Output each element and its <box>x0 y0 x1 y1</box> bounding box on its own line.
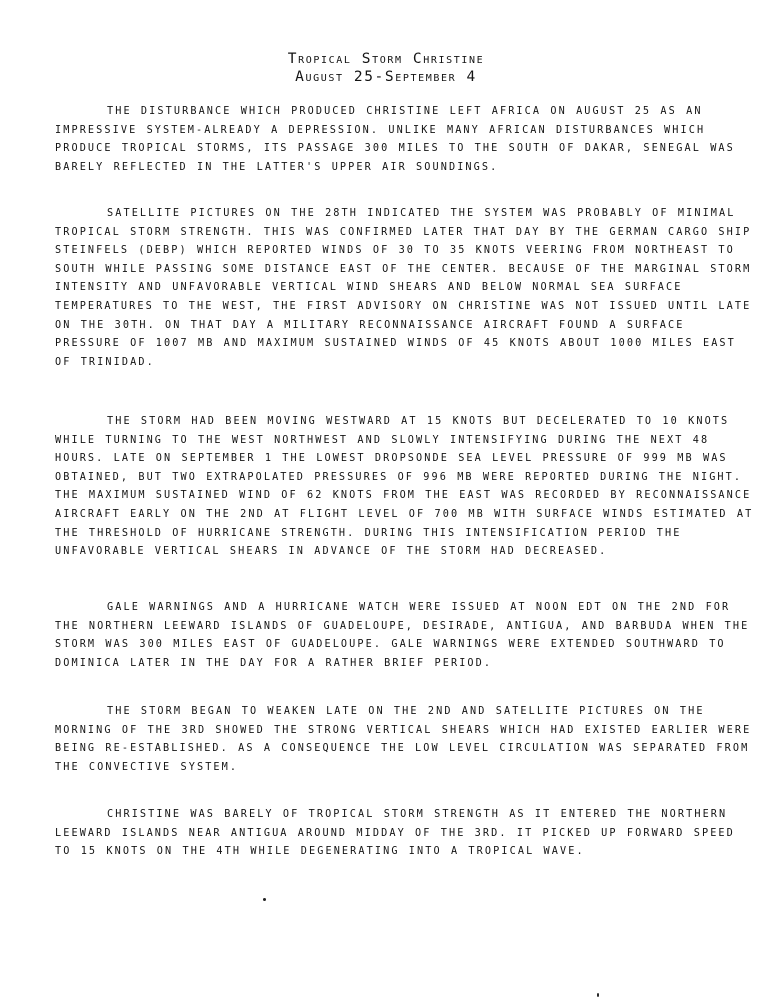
paragraph-weakening: THE STORM BEGAN TO WEAKEN LATE ON THE 2ND AND SATELLITE PICTURES ON THE MORNING OF THE 3RD SHOWED THE STRONG VERTICAL SHEARS WHICH HAD EXISTED EARLIER WERE BEING RE-ESTABLISHED. AS A CONSEQUENCE THE LOW LEVEL CIRCULATION WAS SEPARATED FROM THE CONVECTIVE SYSTEM. <box>55 706 752 773</box>
paragraph-intensification: THE STORM HAD BEEN MOVING WESTWARD AT 15 KNOTS BUT DECELERATED TO 10 KNOTS WHILE TURNING TO THE WEST NORTHWEST AND SLOWLY INTENSIFYING DURING THE NEXT 48 HOURS. LATE ON SEPTEMBER 1 THE LOWEST DROPSONDE SEA LEVEL PRESSURE OF 999 MB WAS OBTAINED, BUT TWO EXTRAPOLATED PRESSURES OF 996 MB WERE REPORTED DURING THE NIGHT. THE MAXIMUM SUSTAINED WIND OF 62 KNOTS FROM THE EAST WAS RECORDED BY RECONNAISSANCE AIRCRAFT EARLY ON THE 2ND AT FLIGHT LEVEL OF 700 MB WITH SURFACE WINDS ESTIMATED AT THE THRESHOLD OF HURRICANE STRENGTH. DURING THIS INTENSIFICATION PERIOD THE UNFAVORABLE VERTICAL SHEARS IN ADVANCE OF THE STORM HAD DECREASED. <box>55 416 754 558</box>
document-dates: August 25-September 4 <box>295 69 477 85</box>
paragraph-development: SATELLITE PICTURES ON THE 28TH INDICATED THE SYSTEM WAS PROBABLY OF MINIMAL TROPICAL STORM STRENGTH. THIS WAS CONFIRMED LATER THAT DAY BY THE GERMAN CARGO SHIP STEINFELS (DEBP) WHICH REPORTED WINDS OF 30 TO 35 KNOTS VEERING FROM NORTHEAST TO SOUTH WHILE PASSING SOME DISTANCE EAST OF THE CENTER. BECAUSE OF THE MARGINAL STORM INTENSITY AND UNFAVORABLE VERTICAL WIND SHEARS AND BELOW NORMAL SEA SURFACE TEMPERATURES TO THE WEST, THE FIRST ADVISORY ON CHRISTINE WAS NOT ISSUED UNTIL LATE ON THE 30TH. ON THAT DAY A MILITARY RECONNAISSANCE AIRCRAFT FOUND A SURFACE PRESSURE OF 1007 MB AND MAXIMUM SUSTAINED WINDS OF 45 KNOTS ABOUT 1000 MILES EAST OF TRINIDAD. <box>55 208 752 368</box>
paragraph-dissipation: CHRISTINE WAS BARELY OF TROPICAL STORM STRENGTH AS IT ENTERED THE NORTHERN LEEWARD ISLANDS NEAR ANTIGUA AROUND MIDDAY OF THE 3RD. IT PICKED UP FORWARD SPEED TO 15 KNOTS ON THE 4TH WHILE DEGENERATING INTO A TROPICAL WAVE. <box>55 809 735 858</box>
paragraph-origin: THE DISTURBANCE WHICH PRODUCED CHRISTINE LEFT AFRICA ON AUGUST 25 AS AN IMPRESSIVE SYSTEM-ALREADY A DEPRESSION. UNLIKE MANY AFRICAN DISTURBANCES WHICH PRODUCE TROPICAL STORMS, ITS PASSAGE 300 MILES TO THE SOUTH OF DAKAR, SENEGAL WAS BARELY REFLECTED IN THE LATTER'S UPPER AIR SOUNDINGS. <box>55 106 735 173</box>
scan-speck <box>597 993 599 997</box>
document-title: Tropical Storm Christine <box>287 51 485 67</box>
paragraph-warnings: GALE WARNINGS AND A HURRICANE WATCH WERE ISSUED AT NOON EDT ON THE 2ND FOR THE NORTHERN LEEWARD ISLANDS OF GUADELOUPE, DESIRADE, ANTIGUA, AND BARBUDA WHEN THE STORM WAS 300 MILES EAST OF GUADELOUPE. GALE WARNINGS WERE EXTENDED SOUTHWARD TO DOMINICA LATER IN THE DAY FOR A RATHER BRIEF PERIOD. <box>55 602 750 669</box>
scan-speck <box>263 898 266 901</box>
